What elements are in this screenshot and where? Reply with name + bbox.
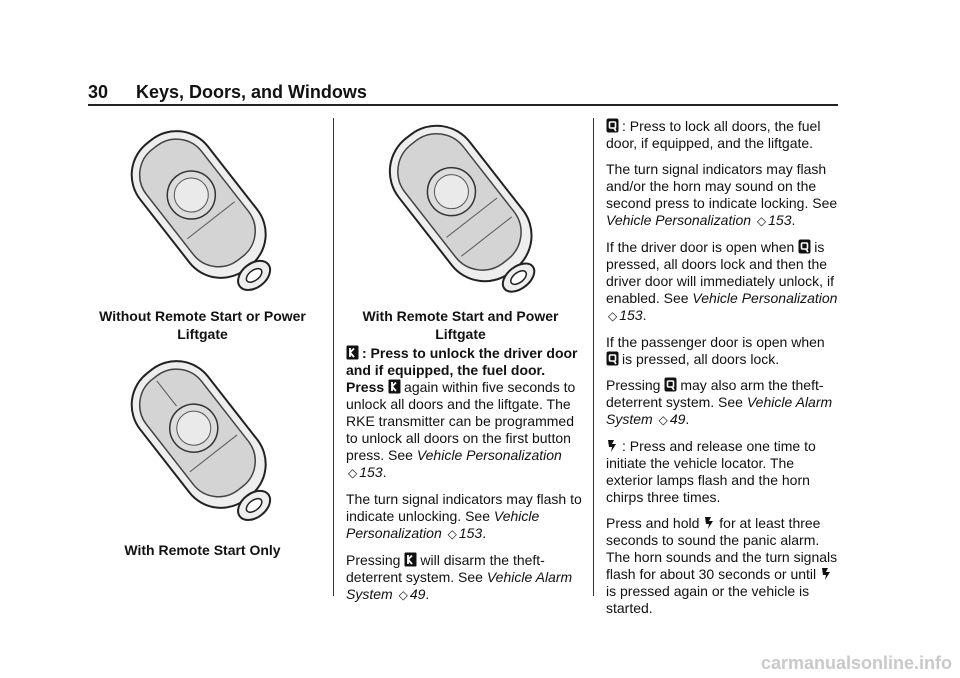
key-fob-illustration-basic	[108, 115, 298, 305]
lock-icon	[664, 377, 677, 392]
key-fob-illustration-remote-start-liftgate	[365, 112, 565, 307]
paragraph-text: If the passenger door is open when	[606, 334, 825, 350]
reference-symbol: ◇	[398, 588, 408, 602]
unlock-paragraph: : Press to unlock the driver door and if equipped, the fuel door. Press again within five seconds to unlock all doors and the liftgate. The RKE transmitter can be programmed to unlock all doors on the first button press. See Vehicle Personalization ◇ 153.	[346, 345, 578, 480]
right-text-column	[606, 118, 838, 626]
lock-flash-paragraph: The turn signal indicators may flash and/or the horn may sound on the second press to indicate locking. See Vehicle Personalization ◇ 153.	[606, 161, 838, 228]
caption-line: Liftgate	[435, 326, 486, 342]
paragraph-text: is pressed, all doors lock.	[622, 351, 780, 367]
unlock-icon	[388, 379, 401, 394]
disarm-paragraph: Pressing will disarm the theft-deterrent system. See Vehicle Alarm System ◇ 49.	[346, 552, 573, 602]
panic-icon	[703, 515, 716, 530]
watermark: carmanualsonline.info	[760, 653, 952, 673]
cross-reference[interactable]: Vehicle Personalization	[692, 290, 838, 306]
paragraph-text: will disarm the theft-deterrent system. See	[346, 552, 545, 585]
page-reference[interactable]: 153	[768, 212, 792, 228]
cross-reference[interactable]: Vehicle Alarm System	[606, 394, 833, 427]
paragraph-text: If the driver door is open when	[606, 239, 795, 255]
reference-symbol: ◇	[608, 309, 618, 323]
paragraph-text: is pressed again or the vehicle is started.	[606, 583, 810, 616]
column-divider-left	[333, 118, 334, 596]
page-reference[interactable]: 153	[458, 525, 483, 541]
paragraph-text: for at least three seconds to sound the panic alarm. The horn sounds and the turn signals flash for about 30 seconds or until	[606, 515, 838, 582]
cross-reference[interactable]: Vehicle Personalization	[346, 508, 540, 541]
reference-symbol: ◇	[348, 466, 358, 480]
reference-symbol: ◇	[658, 413, 668, 427]
panic-icon	[820, 566, 833, 581]
arm-paragraph: Pressing may also arm the theft-deterrent system. See Vehicle Alarm System ◇ 49.	[606, 377, 833, 427]
paragraph-text: may also arm the theft-deterrent system. See	[606, 377, 824, 410]
paragraph-text: : Press and release one time to initiate the vehicle locator. The exterior lamps flash and the horn chirps three times.	[606, 438, 816, 505]
key-fob-illustration-remote-start	[108, 345, 298, 535]
caption-line: Liftgate	[177, 326, 228, 342]
page-reference[interactable]: 153	[619, 307, 643, 323]
paragraph-text: Press and hold	[606, 515, 700, 531]
reference-symbol: ◇	[447, 527, 457, 541]
driver-door-paragraph: If the driver door is open when is pressed, all doors lock and then the driver door will immediately unlock, if enabled. See Vehicle Personalization ◇ 153.	[606, 239, 838, 323]
cross-reference[interactable]: Vehicle Personalization	[416, 447, 562, 463]
header-rule	[88, 104, 838, 106]
figure-caption-2	[90, 541, 315, 559]
cross-reference[interactable]: Vehicle Alarm System	[346, 569, 573, 602]
page-reference[interactable]: 153	[359, 464, 383, 480]
paragraph-text: The turn signal indicators may flash to indicate unlocking. See	[346, 491, 582, 524]
middle-text-column	[346, 345, 582, 613]
reference-symbol: ◇	[756, 214, 767, 228]
passenger-door-paragraph	[606, 334, 838, 368]
unlock-text-b: again within five seconds to unlock all doors and the liftgate. The RKE transmitter can be programmed to unlock all doors on the first button press. See	[346, 379, 576, 463]
lock-icon	[606, 118, 619, 133]
page-reference[interactable]: 49	[409, 586, 426, 602]
cross-reference[interactable]: Vehicle Personalization	[606, 212, 752, 228]
page-number: 30	[88, 82, 109, 102]
lock-icon	[606, 351, 619, 366]
panic-icon	[606, 438, 619, 453]
page-title: Keys, Doors, and Windows	[136, 82, 367, 102]
paragraph-text: Pressing	[606, 377, 661, 393]
lock-paragraph	[606, 118, 838, 152]
paragraph-text: is pressed, all doors lock and then the driver door will immediately unlock, if enabled. See	[606, 239, 834, 306]
locator-paragraph	[606, 438, 838, 506]
page-reference[interactable]: 49	[669, 411, 686, 427]
paragraph-text: : Press to lock all doors, the fuel door, if equipped, and the liftgate.	[606, 118, 821, 151]
unlock-text-a: : Press to unlock the driver door and if equipped, the fuel door. Press	[346, 345, 578, 395]
lock-icon	[798, 239, 811, 254]
column-divider-right	[593, 118, 594, 596]
figure-caption-1	[90, 307, 315, 343]
paragraph-text: Pressing	[346, 552, 401, 568]
caption-line: Without Remote Start or Power	[99, 308, 306, 324]
unlock-flash-paragraph: The turn signal indicators may flash to indicate unlocking. See Vehicle Personalization ◇ 153.	[346, 491, 582, 541]
figure-caption-3	[348, 307, 573, 343]
caption-line: With Remote Start and Power	[362, 308, 559, 324]
caption-line: With Remote Start Only	[124, 542, 281, 558]
unlock-icon	[346, 345, 359, 360]
unlock-icon	[404, 552, 417, 567]
panic-paragraph	[606, 515, 838, 617]
paragraph-text: The turn signal indicators may flash and/or the horn may sound on the second press to indicate locking. See	[606, 161, 838, 211]
